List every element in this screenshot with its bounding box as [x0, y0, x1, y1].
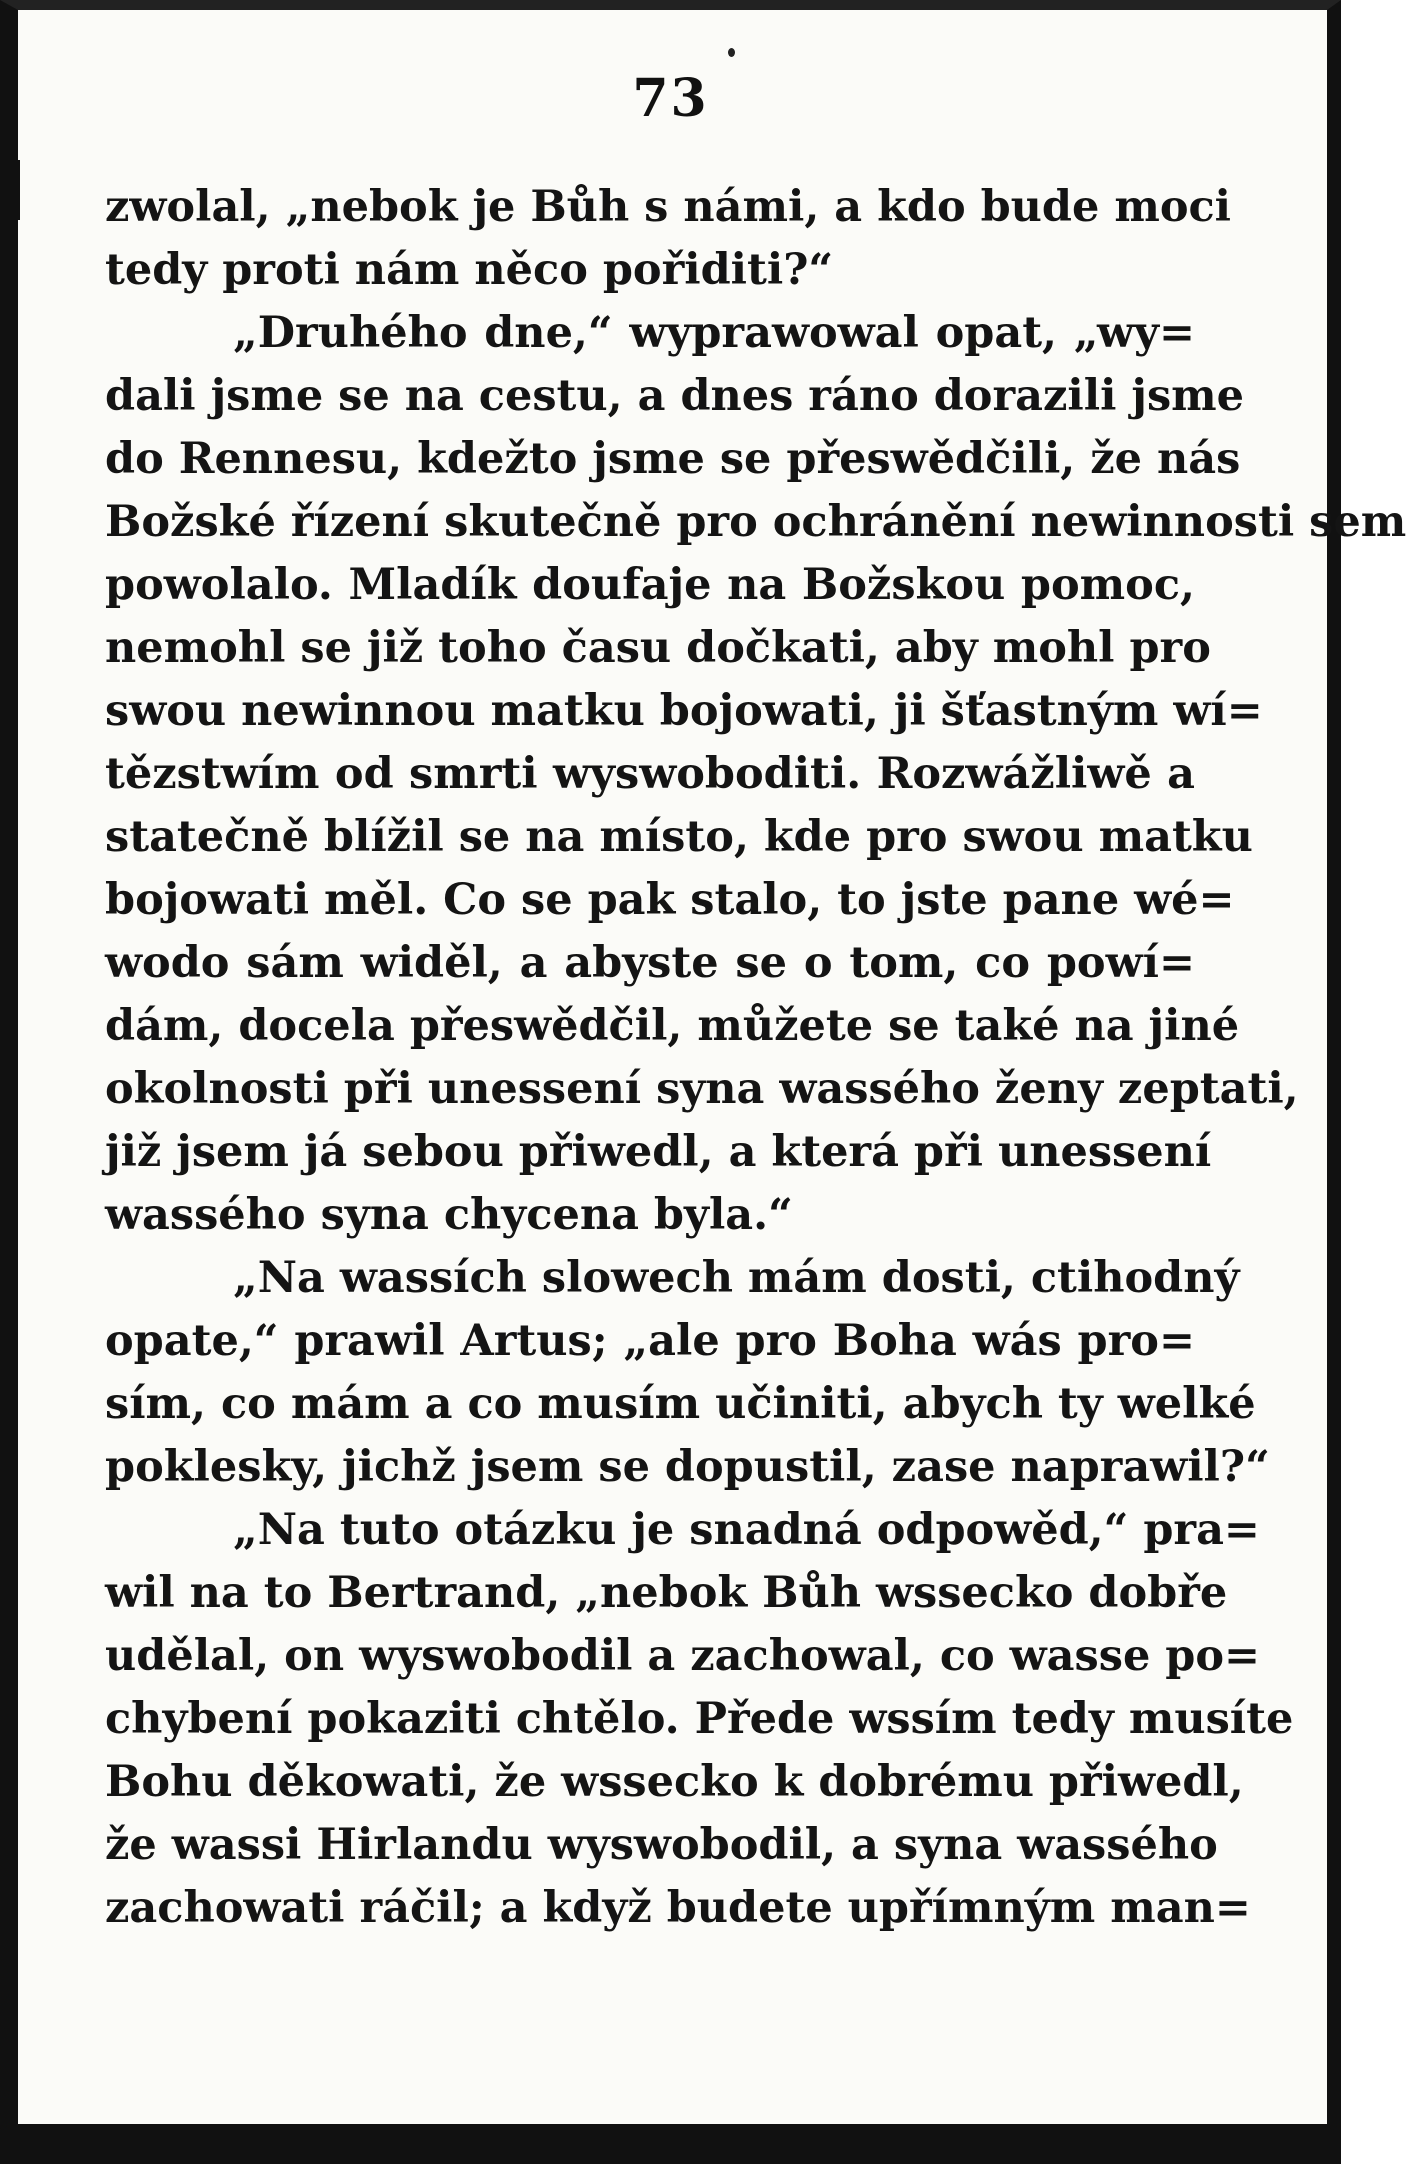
- text-line: wil na to Bertrand, „nebok Bůh wssecko dobře: [105, 1568, 1228, 1618]
- text-line: zwolal, „nebok je Bůh s námi, a kdo bude moci: [105, 182, 1232, 232]
- binding-edge: [0, 160, 20, 220]
- text-line: wassého syna chycena byla.“: [105, 1190, 793, 1240]
- text-line: již jsem já sebou přiwedl, a která při unessení: [105, 1127, 1212, 1177]
- text-line: „Na wassích slowech mám dosti, ctihodný: [233, 1253, 1240, 1303]
- page-number: 73: [632, 68, 709, 129]
- text-body: [105, 176, 1406, 1940]
- text-line: tězstwím od smrti wyswoboditi. Rozwážliwě a: [105, 749, 1195, 799]
- text-line: nemohl se již toho času dočkati, aby mohl pro: [105, 623, 1211, 673]
- print-speck: [728, 48, 735, 57]
- text-line: Božské řízení skutečně pro ochránění newinnosti sem: [105, 497, 1406, 547]
- text-line: sím, co mám a co musím učiniti, abych ty welké: [105, 1379, 1256, 1429]
- text-line: wodo sám widěl, a abyste se o tom, co powí=: [105, 938, 1195, 988]
- text-line: okolnosti při unessení syna wassého ženy zeptati,: [105, 1064, 1299, 1114]
- text-line: že wassi Hirlandu wyswobodil, a syna wassého: [105, 1820, 1218, 1870]
- text-line: tedy proti nám něco pořiditi?“: [105, 245, 834, 295]
- text-line: bojowati měl. Co se pak stalo, to jste pane wé=: [105, 875, 1235, 925]
- text-line: chybení pokaziti chtělo. Přede wssím tedy musíte: [105, 1694, 1294, 1744]
- text-line: zachowati ráčil; a když budete upřímným man=: [105, 1883, 1251, 1933]
- text-line: statečně blížil se na místo, kde pro swou matku: [105, 812, 1253, 862]
- text-line: powolalo. Mladík doufaje na Božskou pomoc,: [105, 560, 1195, 610]
- text-line: opate,“ prawil Artus; „ale pro Boha wás pro=: [105, 1316, 1195, 1366]
- text-line: udělal, on wyswobodil a zachowal, co wasse po=: [105, 1631, 1261, 1681]
- text-line: poklesky, jichž jsem se dopustil, zase naprawil?“: [105, 1442, 1270, 1492]
- text-line: swou newinnou matku bojowati, ji šťastným wí=: [105, 686, 1263, 736]
- text-line: dám, docela přeswědčil, můžete se také na jiné: [105, 1001, 1240, 1051]
- text-line: „Na tuto otázku je snadná odpowěd,“ pra=: [233, 1505, 1260, 1555]
- text-line: „Druhého dne,“ wyprawowal opat, „wy=: [233, 308, 1195, 358]
- text-line: dali jsme se na cestu, a dnes ráno dorazili jsme: [105, 371, 1245, 421]
- text-line: do Rennesu, kdežto jsme se přeswědčili, že nás: [105, 434, 1241, 484]
- text-line: Bohu děkowati, že wssecko k dobrému přiwedl,: [105, 1757, 1244, 1807]
